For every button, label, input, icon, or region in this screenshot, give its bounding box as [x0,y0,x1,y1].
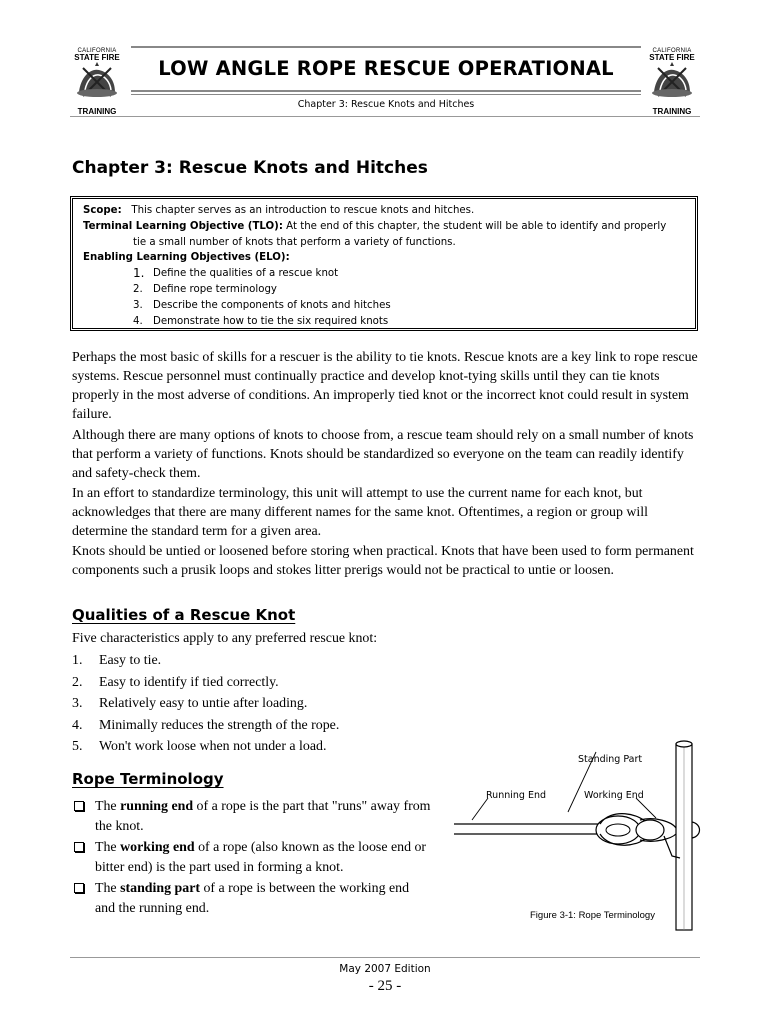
list-number: 3. [72,696,83,711]
list-number: 5. [72,739,83,754]
chapter-title: Chapter 3: Rescue Knots and Hitches [72,158,428,178]
figure-caption: Figure 3-1: Rope Terminology [530,910,655,921]
elo-label: Enabling Learning Objectives (ELO): [83,252,290,264]
body-paragraph: Knots should be untied or loosened before storing when practical. Knots that have been used to form permanent components such a prusik loops and stokes litter prerigs would not be practical to untie or loosen. [72,544,694,578]
body-paragraph: Although there are many options of knots to choose from, a rescue team should rely on a small number of knots that perform a variety of functions. Knots should be standardized so everyone on the team can readily identify and safety-check them. [72,428,694,481]
tlo-row [83,219,695,235]
term-pre: The [95,881,117,896]
list-text: Relatively easy to untie after loading. [99,696,308,711]
list-text [95,879,432,918]
list-text: Easy to tie. [99,653,162,668]
list-item [72,653,339,675]
state-fire-training-logo-left [68,48,126,114]
list-text: Minimally reduces the strength of the rope. [99,717,340,733]
objective-item [83,314,695,330]
list-text [95,838,432,877]
list-text: Easy to identify if tied correctly. [99,674,279,690]
scope-text: This chapter serves as an introduction to rescue knots and hitches. [131,205,475,216]
header-rule-bottom [70,116,700,117]
objectives-box [70,196,698,331]
list-item [72,879,432,918]
section-heading-qualities: Qualities of a Rescue Knot [72,606,296,624]
footer-rule [70,957,700,958]
objective-item [83,298,695,314]
term-definition: of a rope (also known as the loose end or bitter end) is the part used in forming a knot. [95,840,427,875]
header-rule-mid-thin [131,94,641,95]
tlo-text-continued: tie a small number of knots that perform a variety of functions. [133,236,456,248]
rope-knot-illustration [450,738,710,932]
objective-number: 2. [133,283,143,295]
edition-text: May 2007 Edition [339,963,431,975]
term-definition: of a rope is between the working end and the running end. [95,881,410,916]
objective-number: 4. [133,315,143,327]
label-working-end: Working End [584,790,644,801]
label-standing-part: Standing Part [578,754,643,765]
logo-mid-text: STATE FIRE [649,53,695,62]
tlo-label: Terminal Learning Objective (TLO): [83,220,283,232]
logo-mid-text: STATE FIRE [74,53,120,62]
list-item [72,838,432,877]
header-rule-mid [131,90,641,92]
section-heading-terminology: Rope Terminology [72,770,224,788]
objective-text: Describe the components of knots and hitches [153,299,391,311]
qualities-list [72,653,339,761]
rope-terminology-figure [450,738,710,932]
list-text: Won't work loose when not under a load. [99,739,327,754]
checkbox-bullet-icon [74,883,84,893]
page-number: - 25 - [368,978,402,994]
logo-bottom-text: TRAINING [77,107,117,116]
logo-top-text: CALIFORNIA [77,48,117,54]
scope-row [83,203,695,219]
list-item [72,696,339,718]
logo-top-text: CALIFORNIA [652,48,692,54]
list-item [72,739,339,761]
term-name: standing part [120,881,200,896]
objective-text: Define the qualities of a rescue knot [153,268,339,280]
term-name: running end [120,799,194,814]
list-text [95,797,432,836]
checkbox-bullet-icon [74,842,84,852]
term-pre: The [95,799,117,814]
list-number: 2. [72,674,83,690]
tlo-text: At the end of this chapter, the student will be able to identify and properly [286,220,667,232]
list-item [72,718,339,740]
scope-label: Scope: [83,205,122,216]
list-item [72,797,432,836]
objective-text: Define rope terminology [153,283,277,295]
objective-text: Demonstrate how to tie the six required knots [153,315,389,327]
list-item [72,675,339,697]
objective-item [83,266,695,282]
elo-row [83,250,695,266]
objective-item [83,282,695,298]
objective-number: 1. [133,266,145,281]
state-fire-training-logo-right [643,48,701,114]
list-number: 1. [72,653,83,668]
terminology-list [72,797,432,920]
term-pre: The [95,840,117,855]
body-paragraph: Perhaps the most basic of skills for a rescuer is the ability to tie knots. Rescue knots are a key link to rope rescue systems. Rescue personnel must continually practice and develop knot-tying skills until they can tie knots properly in the most adverse of conditions. An improperly tied knot or the incorrect knot could result in system failure. [72,350,698,422]
header-subtitle: Chapter 3: Rescue Knots and Hitches [297,99,475,110]
fire-helmet-icon [650,62,694,100]
qualities-intro: Five characteristics apply to any preferred rescue knot: [72,631,378,646]
list-number: 4. [72,717,83,733]
header-rule-top [131,46,641,48]
label-running-end: Running End [486,790,547,801]
objective-number: 3. [133,299,143,311]
document-title: LOW ANGLE ROPE RESCUE OPERATIONAL [158,57,614,80]
fire-helmet-icon [75,62,119,100]
term-definition: of a rope is the part that "runs" away from the knot. [95,799,431,834]
body-paragraph: In an effort to standardize terminology, this unit will attempt to use the current name for each knot, but acknowledges that there are many different names for the same knot. Oftentimes, a region or group will determine the standard term for a given area. [72,486,649,539]
checkbox-bullet-icon [74,801,84,811]
logo-bottom-text: TRAINING [652,107,692,116]
term-name: working end [120,840,195,855]
